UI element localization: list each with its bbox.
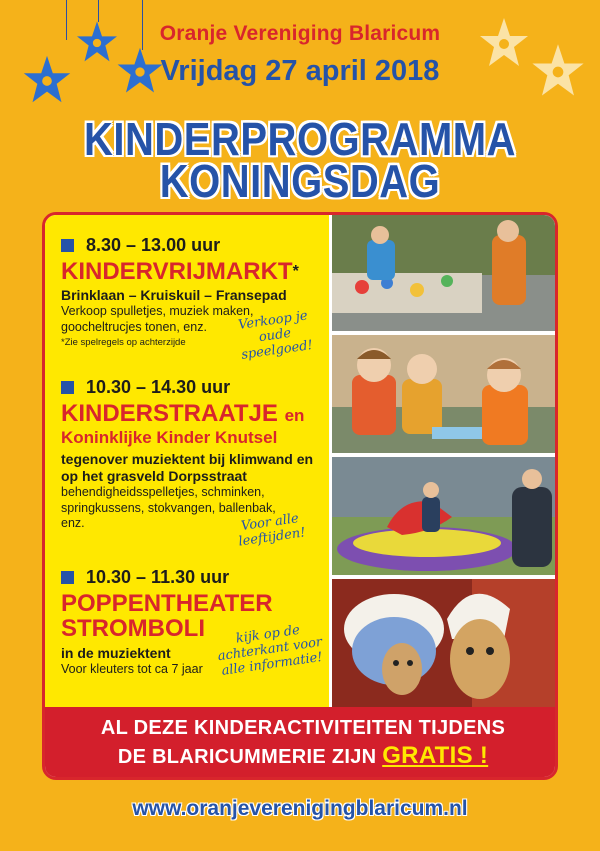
- photo-column: [332, 215, 558, 707]
- banner-highlight: GRATIS !: [382, 742, 489, 769]
- section-heading: [61, 259, 323, 284]
- page-title-line1: KINDERPROGRAMMA: [84, 114, 516, 166]
- banner-line2: DE BLARICUMMERIE ZIJN: [117, 746, 377, 768]
- bullet-square-icon: [61, 571, 74, 584]
- banner-line2-row: [45, 742, 558, 771]
- section-heading-suffix: en: [284, 406, 305, 425]
- bullet-square-icon: [61, 239, 74, 252]
- section-time: 10.30 – 11.30 uur: [86, 567, 230, 587]
- banner-text: [45, 715, 558, 771]
- section-subheading: Koninklijke Kinder Knutsel: [61, 428, 278, 447]
- section-time-row: [61, 235, 323, 256]
- section-heading-line2: STROMBOLI: [61, 615, 205, 642]
- section-description: behendigheidsspelletjes, schminken, springkussens, stokvangen, ballenbak, enz.: [61, 485, 276, 530]
- flea-market-photo: [332, 215, 558, 331]
- section-description: Verkoop spulletjes, muziek maken, goocheltrucjes tonen, enz.: [61, 304, 254, 334]
- section-footnote: *Zie spelregels op achterzijde: [61, 337, 186, 348]
- section-time-row: [61, 377, 323, 398]
- handwritten-note: Verkoop je oude speelgoed!: [237, 308, 314, 363]
- section-heading-text: KINDERVRIJMARKT: [61, 258, 293, 285]
- section-time: 10.30 – 14.30 uur: [86, 377, 231, 397]
- section-kinderstraatje: [61, 377, 323, 532]
- handwritten-note: kijk op de achterkant voor alle informatie!: [216, 622, 324, 679]
- free-banner: [45, 707, 558, 780]
- event-date: Vrijdag 27 april 2018: [160, 55, 440, 87]
- website-link[interactable]: www.oranjeverenigingblaricum.nl: [132, 797, 468, 820]
- bouncy-castle-photo: [332, 457, 558, 575]
- section-description: Voor kleuters tot ca 7 jaar: [61, 662, 203, 676]
- page-title-line2: KONINGSDAG: [159, 156, 441, 208]
- bullet-square-icon: [61, 381, 74, 394]
- banner-line1: AL DEZE KINDERACTIVITEITEN TIJDENS: [100, 717, 506, 739]
- section-heading-text: KINDERSTRAATJE: [61, 400, 278, 427]
- organization-name: Oranje Vereniging Blaricum: [159, 22, 441, 45]
- handwritten-note: Voor alle leeftijden!: [237, 511, 307, 550]
- program-panel: [42, 212, 558, 780]
- craft-table-photo: [332, 335, 558, 453]
- puppet-theater-photo: [332, 579, 558, 707]
- section-time-row: [61, 567, 323, 588]
- section-location: tegenover muziektent bij klimwand en op het grasveld Dorpsstraat: [61, 451, 314, 484]
- section-time: 8.30 – 13.00 uur: [86, 235, 221, 255]
- section-heading-line1: POPPENTHEATER: [61, 590, 273, 617]
- section-heading: [61, 401, 323, 428]
- section-location: Brinklaan – Kruiskuil – Fransepad: [61, 287, 287, 303]
- asterisk-mark: *: [292, 263, 299, 280]
- section-location: in de muziektent: [61, 645, 171, 661]
